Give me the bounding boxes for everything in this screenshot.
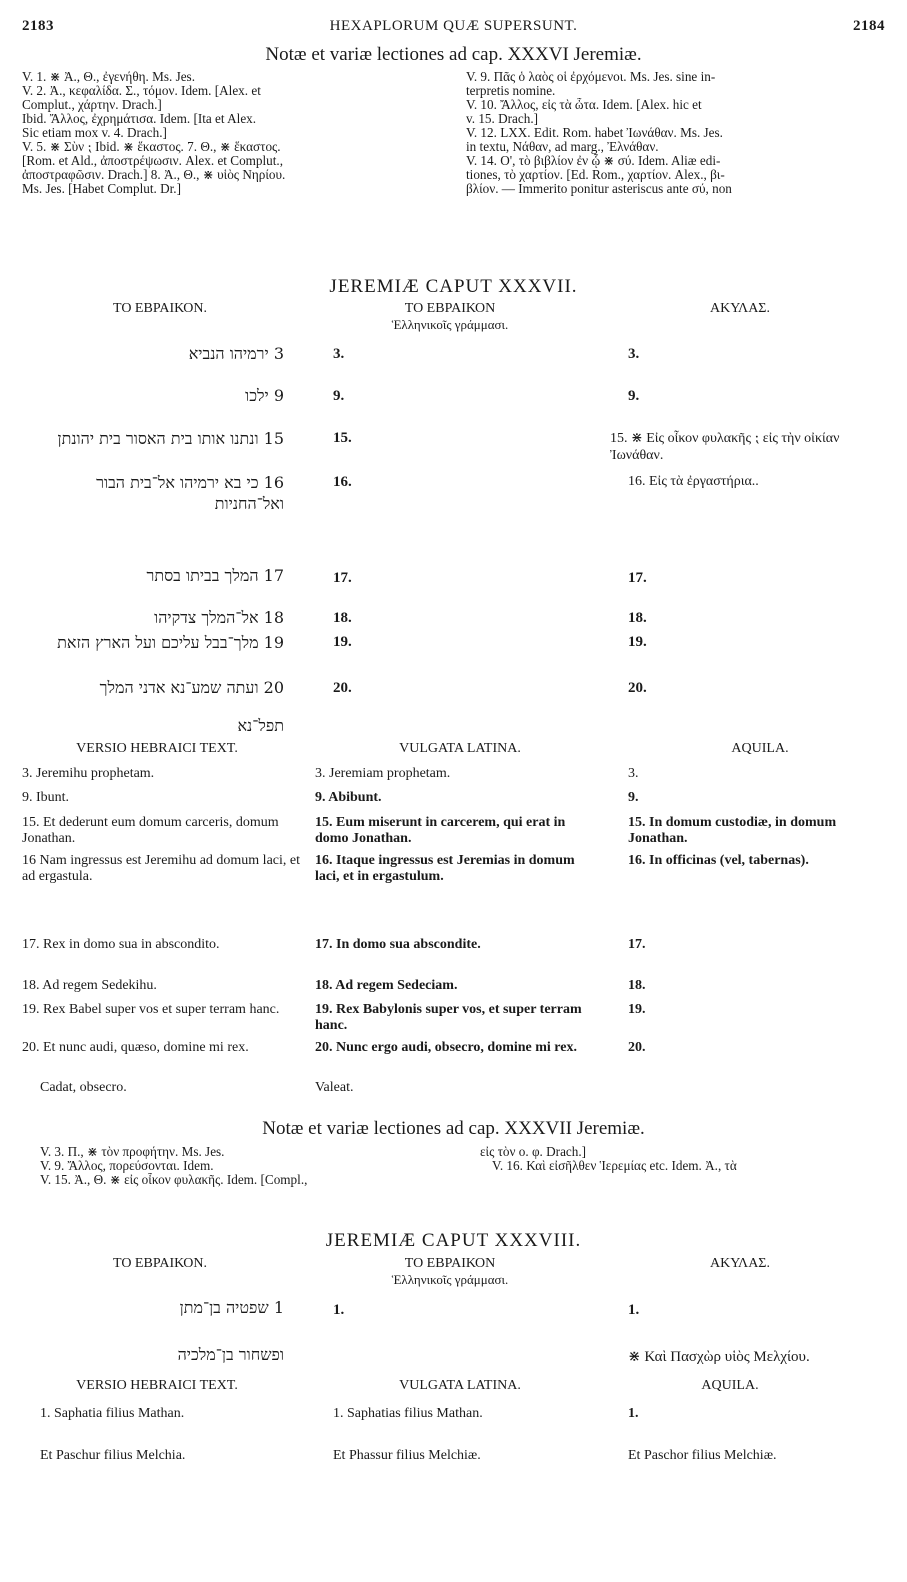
note-line: v. 15. Drach.]: [466, 112, 539, 126]
chapter-38-title: JEREMIÆ CAPUT XXXVIII.: [325, 1230, 582, 1251]
verse-number: 1.: [628, 1302, 640, 1318]
versio-verse: 9. Ibunt.: [22, 790, 70, 805]
note-line: V. 3. Π., ⋇ τὸν προφήτην. Ms. Jes.: [40, 1145, 225, 1159]
vulgata-verse: Valeat.: [315, 1080, 354, 1095]
note-line: V. 5. ⋇ Σὺν ⁏ Ibid. ⋇ ἕκαστος. 7. Θ., ⋇ ἕκαστος.: [22, 140, 281, 154]
vulgata-verse: 15. Eum miserunt in carcerem, qui erat in domo Jonathan.: [315, 815, 566, 846]
chapter-37-title: JEREMIÆ CAPUT XXXVII.: [329, 276, 578, 297]
note-line: V. 16. Καὶ εἰσῆλθεν Ἱερεμίας etc. Idem. Ἀ., τὰ: [492, 1159, 737, 1173]
notes-37-title: Notæ et variæ lectiones ad cap. XXXVII Jeremiæ.: [262, 1118, 645, 1139]
note-line: V. 9. Ἄλλος, πορεύσονται. Idem.: [40, 1159, 214, 1173]
verse-number: 20.: [333, 680, 352, 696]
aquila-latin-verse: 19.: [628, 1002, 646, 1017]
versio-verse: 20. Et nunc audi, quæso, domine mi rex.: [22, 1040, 249, 1055]
note-line: ἀποστραφῶσιν. Drach.] 8. Ἀ., Θ., ⋇ υἱὸς Νηρίου.: [22, 168, 286, 182]
verse-number: 19.: [333, 634, 352, 650]
versio-verse: Cadat, obsecro.: [40, 1080, 127, 1095]
hebrew-verse: ופשחור בן־מלכיה: [177, 1345, 284, 1364]
aquila-latin-verse: 16. In officinas (vel, tabernas).: [628, 853, 809, 868]
aquila-latin-verse: 9.: [628, 790, 639, 805]
col-hebrew-head: ΤΟ ΕΒΡΑΙΚΟΝ.: [113, 1256, 207, 1271]
vulgata-verse: 9. Abibunt.: [315, 790, 382, 805]
col-versio-head: VERSIO HEBRAICI TEXT.: [76, 1378, 238, 1393]
page-number-left: 2183: [22, 18, 54, 34]
col-hebrew-greek-subhead: Ἑλληνικοῖς γράμμασι.: [391, 1272, 509, 1287]
aquila-verse: 15. ⋇ Εἰς οἶκον φυλακῆς ⁏ εἰς τὴν οἰκίαν Ἰωνάθαν.: [610, 431, 840, 463]
hebrew-verse: 20 ועתה שמע־נא אדני המלך: [99, 678, 284, 697]
vulgata-verse: 1. Saphatias filius Mathan.: [333, 1406, 483, 1421]
note-line: εἰς τὸν ο. φ. Drach.]: [480, 1145, 587, 1159]
note-line: in textu, Νάθαν, ad marg., Ἐλνάθαν.: [466, 140, 659, 154]
verse-number: 19.: [628, 634, 647, 650]
verse-number: 1.: [333, 1302, 345, 1318]
versio-verse: 15. Et dederunt eum domum carceris, domum Jonathan.: [22, 815, 279, 846]
hebrew-verse: 3 ירמיהו הנביא: [188, 344, 284, 363]
aquila-latin-verse: 20.: [628, 1040, 646, 1055]
col-aquila-head: ΑΚΥΛΑΣ.: [710, 301, 770, 316]
note-line: Sic etiam mox v. 4. Drach.]: [22, 126, 167, 140]
versio-verse: 1. Saphatia filius Mathan.: [40, 1406, 185, 1421]
col-vulgata-head: VULGATA LATINA.: [399, 741, 521, 756]
verse-number: 3.: [333, 346, 345, 362]
versio-verse: 18. Ad regem Sedekihu.: [22, 978, 157, 993]
verse-number: 18.: [628, 610, 647, 626]
note-line: V. 2. Ἀ., κεφαλίδα. Σ., τόμον. Idem. [Alex. et: [22, 84, 261, 98]
vulgata-verse: 20. Nunc ergo audi, obsecro, domine mi rex.: [315, 1040, 577, 1055]
verse-number: 3.: [628, 346, 640, 362]
note-line: Ms. Jes. [Habet Complut. Dr.]: [22, 182, 181, 196]
note-line: βλίον. — Immerito ponitur asteriscus ante σύ, non: [466, 182, 732, 196]
col-hebrew-greek-head: ΤΟ ΕΒΡΑΙΚΟΝ: [404, 301, 496, 316]
vulgata-verse: 3. Jeremiam prophetam.: [315, 766, 451, 781]
notes-36-right-column: [466, 70, 891, 196]
vulgata-verse: 16. Itaque ingressus est Jeremias in domum laci, et in ergastulum.: [315, 853, 575, 884]
aquila-latin-verse: 3.: [628, 766, 639, 781]
vulgata-verse: Et Phassur filius Melchiæ.: [333, 1448, 481, 1463]
notes-37-left-column: [40, 1145, 460, 1187]
note-line: Complut., χάρτην. Drach.]: [22, 98, 162, 112]
running-title: HEXAPLORUM QUÆ SUPERSUNT.: [329, 18, 578, 34]
hebrew-verse: 15 ונתנו אותו בית האסור בית יהונתן: [57, 429, 284, 448]
aquila-latin-verse: Et Paschor filius Melchiæ.: [628, 1448, 777, 1463]
vulgata-verse: 17. In domo sua abscondite.: [315, 937, 481, 952]
col-aquila-latin-head: AQUILA.: [731, 741, 789, 756]
verse-number: 17.: [628, 570, 647, 586]
note-line: V. 9. Πᾶς ὁ λαὸς οἱ ἐρχόμενοι. Ms. Jes. sine in-: [466, 70, 716, 84]
note-line: Ibid. Ἄλλος, ἐχρημάτισα. Idem. [Ita et Alex.: [22, 112, 257, 126]
hebrew-verse: 1 שפטיה בן־מתן: [179, 1298, 284, 1317]
hebrew-verse-tail: תפל־נא: [237, 716, 284, 735]
aquila-latin-verse: 18.: [628, 978, 646, 993]
verse-number: 9.: [628, 388, 640, 404]
note-line: V. 1. ⋇ Ἀ., Θ., ἐγενήθη. Ms. Jes.: [22, 70, 195, 84]
note-line: tiones, τὸ χαρτίον. [Ed. Rom., χαρτίον. Alex., βι-: [466, 168, 725, 182]
versio-verse: 16 Nam ingressus est Jeremihu ad domum laci, et ad ergastula.: [22, 853, 300, 884]
aquila-latin-verse: 1.: [628, 1406, 639, 1421]
notes-36-left-column: [22, 70, 452, 196]
note-line: terpretis nomine.: [466, 84, 556, 98]
note-line: V. 15. Ἀ., Θ. ⋇ εἰς οἶκον φυλακῆς. Idem. [Compl.,: [40, 1173, 308, 1187]
hebrew-verse: 16 כי בא ירמיהו אל־בית הבור ואל־החניות: [96, 473, 284, 513]
versio-verse: 3. Jeremihu prophetam.: [22, 766, 155, 781]
verse-number: 16.: [333, 474, 352, 490]
hebrew-verse: 18 אל־המלך צדקיהו: [154, 608, 284, 627]
verse-number: 9.: [333, 388, 345, 404]
col-vulgata-head: VULGATA LATINA.: [399, 1378, 521, 1393]
verse-number: 20.: [628, 680, 647, 696]
col-hebrew-greek-head: ΤΟ ΕΒΡΑΙΚΟΝ: [404, 1256, 496, 1271]
aquila-verse: 16. Εἰς τὰ ἐργαστήρια..: [628, 474, 759, 489]
col-aquila-latin-head: AQUILA.: [701, 1378, 759, 1393]
versio-verse: Et Paschur filius Melchia.: [40, 1448, 186, 1463]
note-line: V. 14. Ο', τὸ βιβλίον ἐν ᾧ ⋇ σύ. Idem. Aliæ edi-: [466, 154, 721, 168]
verse-number: 17.: [333, 570, 352, 586]
vulgata-verse: 19. Rex Babylonis super vos, et super terram hanc.: [315, 1002, 582, 1033]
aquila-latin-verse: 17.: [628, 937, 646, 952]
note-line: V. 12. LXX. Edit. Rom. habet Ἰωνάθαν. Ms. Jes.: [466, 126, 723, 140]
aquila-latin-verse: 15. In domum custodiæ, in domum Jonathan.: [628, 815, 837, 846]
hebrew-verse: 17 המלך בביתו בסתר: [146, 566, 284, 585]
versio-verse: 19. Rex Babel super vos et super terram hanc.: [22, 1002, 280, 1017]
col-versio-head: VERSIO HEBRAICI TEXT.: [76, 741, 238, 756]
hebrew-verse: 19 מלך־בבל עליכם ועל הארץ הזאת: [57, 633, 284, 652]
note-line: V. 10. Ἄλλος, εἰς τὰ ὦτα. Idem. [Alex. hic et: [466, 98, 702, 112]
page-number-right: 2184: [853, 18, 885, 34]
verse-number: 18.: [333, 610, 352, 626]
hebrew-verse: 9 ילכו: [245, 386, 284, 405]
note-line: [Rom. et Ald., ἀποστρέψωσιν. Alex. et Complut.,: [22, 154, 284, 168]
verse-number: 15.: [333, 430, 352, 446]
versio-verse: 17. Rex in domo sua in abscondito.: [22, 937, 220, 952]
col-aquila-head: ΑΚΥΛΑΣ.: [710, 1256, 770, 1271]
notes-37-right-column: [480, 1145, 890, 1173]
vulgata-verse: 18. Ad regem Sedeciam.: [315, 978, 458, 993]
col-hebrew-greek-subhead: Ἑλληνικοῖς γράμμασι.: [391, 317, 509, 332]
col-hebrew-head: ΤΟ ΕΒΡΑΙΚΟΝ.: [113, 301, 207, 316]
notes-36-title: Notæ et variæ lectiones ad cap. XXXVI Jeremiæ.: [265, 44, 642, 65]
aquila-verse: ⋇ Καὶ Πασχὼρ υἱὸς Μελχίου.: [628, 1349, 810, 1365]
